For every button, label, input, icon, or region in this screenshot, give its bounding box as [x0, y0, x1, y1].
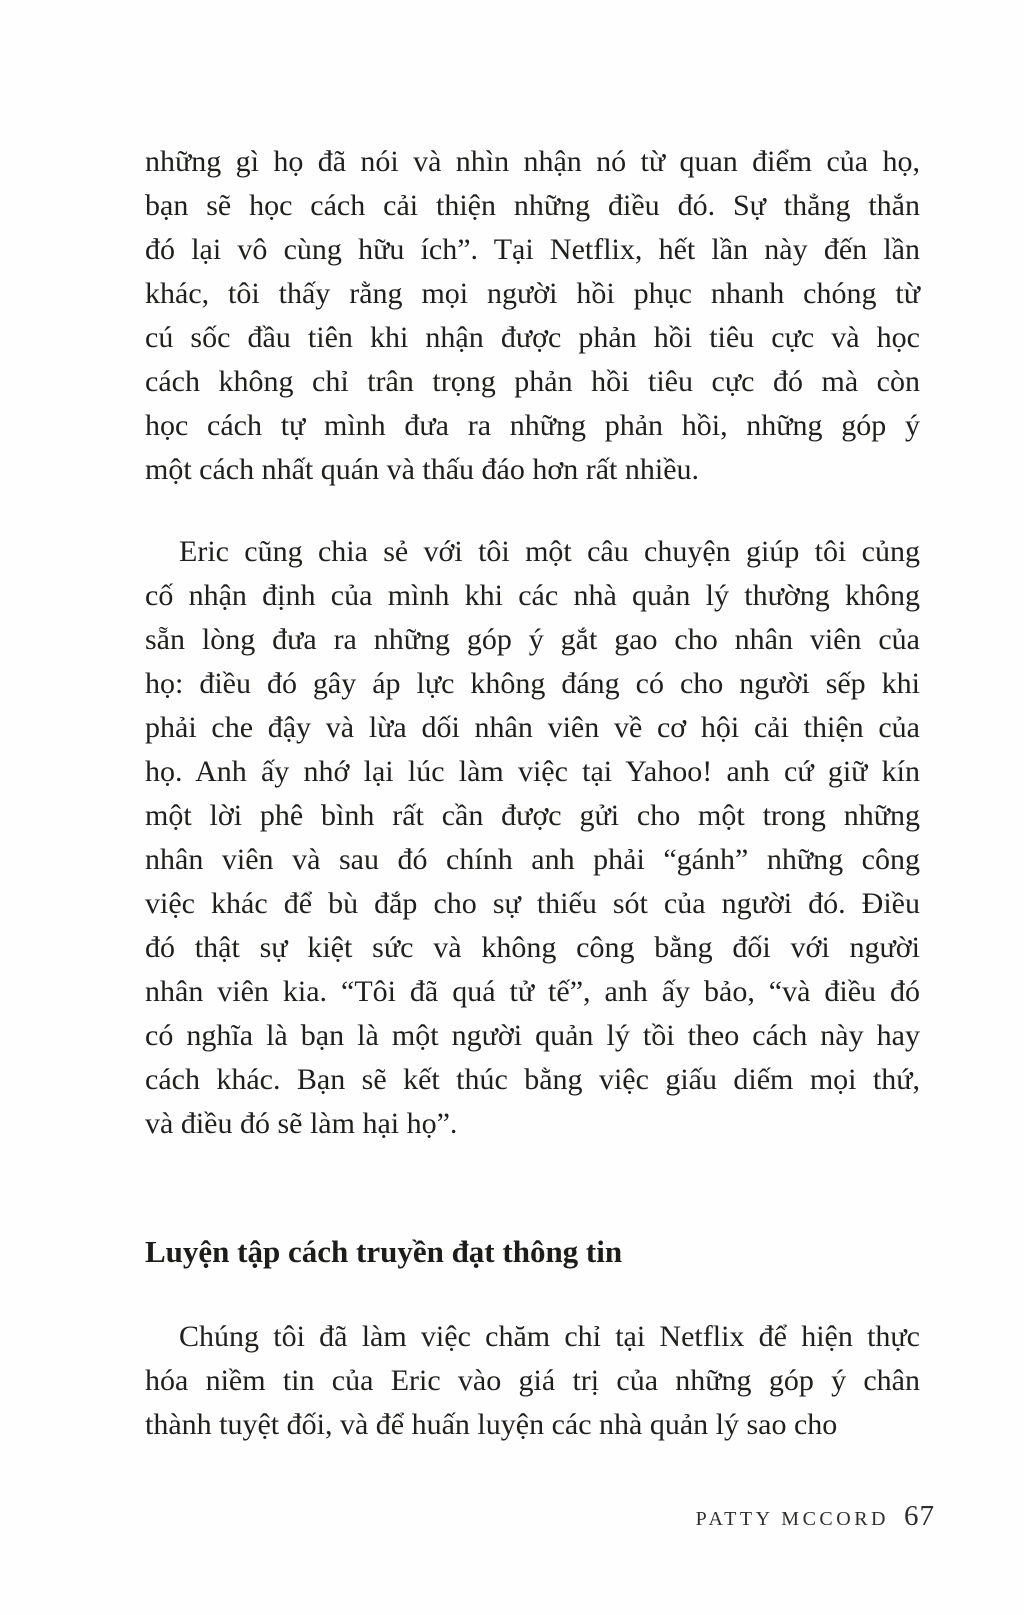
page-footer	[696, 1500, 935, 1533]
text-line: Chúng tôi đã làm việc chăm chỉ tại Netflix để hiện thực	[179, 1320, 920, 1353]
text-line: một lời phê bình rất cần được gửi cho một trong những	[145, 799, 920, 832]
text-line: cố nhận định của mình khi các nhà quản lý thường không	[145, 579, 920, 612]
text-line: cách khác. Bạn sẽ kết thúc bằng việc giấu diếm mọi thứ,	[145, 1063, 920, 1096]
text-line: và điều đó sẽ làm hại họ”.	[145, 1107, 458, 1140]
text-line: cách không chỉ trân trọng phản hồi tiêu cực đó mà còn	[145, 365, 920, 398]
text-line: những gì họ đã nói và nhìn nhận nó từ quan điểm của họ,	[145, 145, 920, 178]
paragraph	[145, 140, 920, 492]
paragraph	[145, 1315, 920, 1447]
page-number: 67	[904, 1500, 935, 1532]
text-line: họ. Anh ấy nhớ lại lúc làm việc tại Yahoo! anh cứ giữ kín	[145, 755, 920, 788]
text-line: việc khác để bù đắp cho sự thiếu sót của người đó. Điều	[145, 887, 920, 920]
text-line: cú sốc đầu tiên khi nhận được phản hồi tiêu cực và học	[145, 321, 920, 354]
text-line: có nghĩa là bạn là một người quản lý tồi theo cách này hay	[145, 1019, 920, 1052]
text-line: hóa niềm tin của Eric vào giá trị của những góp ý chân	[145, 1364, 920, 1397]
text-line: khác, tôi thấy rằng mọi người hồi phục nhanh chóng từ	[145, 277, 920, 310]
text-line: đó thật sự kiệt sức và không công bằng đối với người	[145, 931, 920, 964]
text-line: bạn sẽ học cách cải thiện những điều đó. Sự thẳng thắn	[145, 189, 920, 222]
text-line: nhân viên và sau đó chính anh phải “gánh” những công	[145, 843, 920, 876]
author-running-head: PATTY MCCORD	[695, 1508, 889, 1530]
text-line: học cách tự mình đưa ra những phản hồi, những góp ý	[145, 409, 920, 442]
text-line: phải che đậy và lừa dối nhân viên về cơ hội cải thiện của	[145, 711, 920, 744]
text-line: đó lại vô cùng hữu ích”. Tại Netflix, hết lần này đến lần	[145, 233, 920, 266]
paragraph	[145, 530, 920, 1146]
text-line: sẵn lòng đưa ra những góp ý gắt gao cho nhân viên của	[145, 623, 920, 656]
text-line: một cách nhất quán và thấu đáo hơn rất nhiều.	[145, 453, 700, 486]
text-line: nhân viên kia. “Tôi đã quá tử tế”, anh ấy bảo, “và điều đó	[145, 975, 920, 1008]
text-line: thành tuyệt đối, và để huấn luyện các nhà quản lý sao cho	[145, 1408, 838, 1441]
section-heading: Luyện tập cách truyền đạt thông tin	[145, 1234, 623, 1269]
text-line: họ: điều đó gây áp lực không đáng có cho người sếp khi	[145, 667, 920, 700]
text-line: Eric cũng chia sẻ với tôi một câu chuyện giúp tôi củng	[179, 535, 920, 568]
